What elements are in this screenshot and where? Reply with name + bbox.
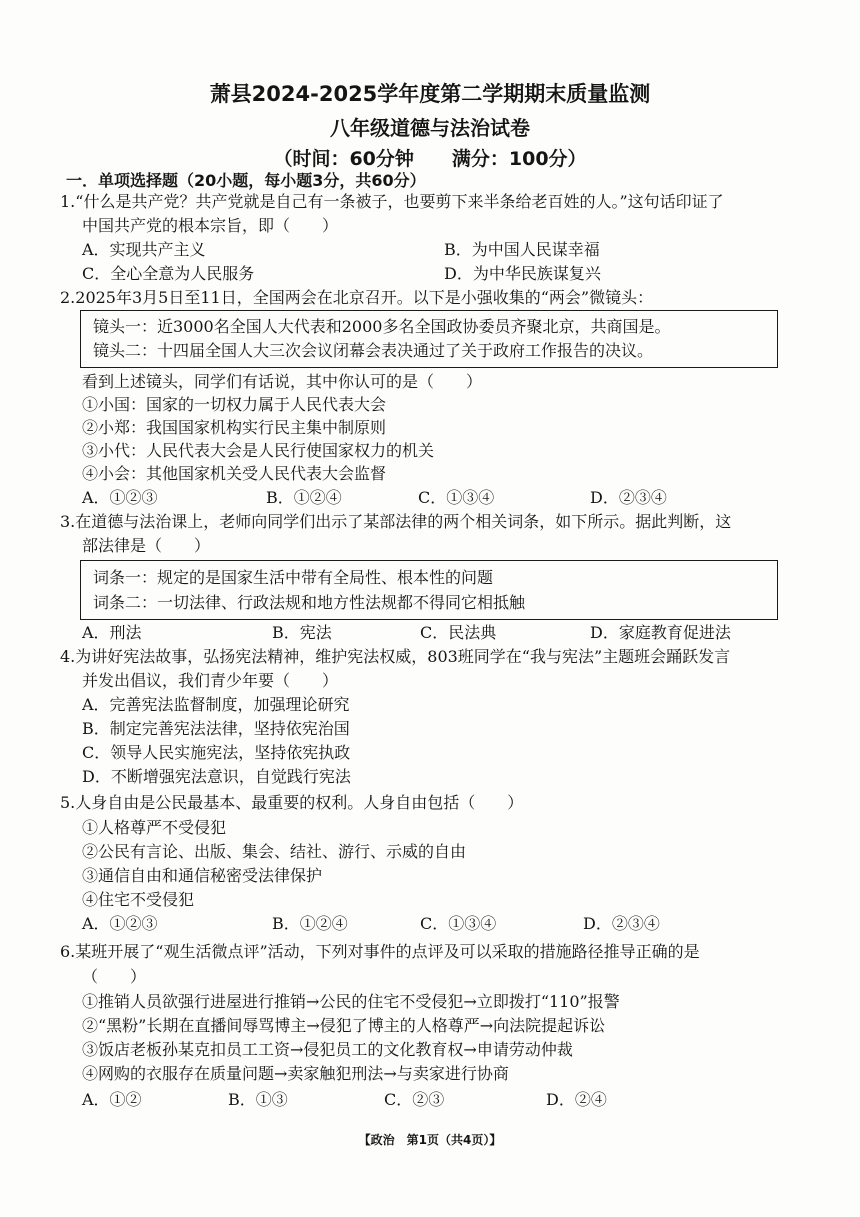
q6-item-1: ①推销人员欲强行进屋进行推销→公民的住宅不受侵犯→立即拨打“110”报警 (82, 992, 620, 1011)
exam-subtitle: 八年级道德与法治试卷 (330, 116, 530, 140)
q6-option-b: B．①③ (228, 1090, 288, 1109)
q3-option-b: B．宪法 (272, 623, 332, 642)
q4-stem-line-1: 4.为讲好宪法故事，弘扬宪法精神，维护宪法权威，803班同学在“我与宪法”主题班会踊跃发言 (60, 647, 731, 666)
section-heading: 一．单项选择题（20小题，每小题3分，共60分） (66, 171, 426, 190)
q3-stem-line-1: 3.在道德与法治课上，老师向同学们出示了某部法律的两个相关词条，如下所示。据此判断，这 (60, 512, 732, 531)
q6-option-a: A．①② (82, 1090, 142, 1109)
q1-stem-line-2: 中国共产党的根本宗旨，即（ ） (82, 216, 339, 235)
q3-option-c: C．民法典 (420, 623, 497, 642)
q1-option-a: A．实现共产主义 (82, 240, 206, 259)
q1-option-c: C．全心全意为人民服务 (82, 264, 255, 283)
q3-material-box (80, 560, 778, 620)
q2-stem-line-1: 2.2025年3月5日至11日，全国两会在北京召开。以下是小强收集的“两会”微镜头： (60, 288, 654, 307)
q6-item-2: ②“黑粉”长期在直播间辱骂博主→侵犯了博主的人格尊严→向法院提起诉讼 (82, 1016, 606, 1035)
q4-option-d: D．不断增强宪法意识，自觉践行宪法 (82, 767, 351, 786)
q4-option-c: C．领导人民实施宪法，坚持依宪执政 (82, 743, 351, 762)
exam-time-info: （时间：60分钟 满分：100分） (273, 148, 587, 170)
q3-option-d: D．家庭教育促进法 (590, 623, 731, 642)
q2-stem-line-2: 看到上述镜头，同学们有话说，其中你认可的是（ ） (82, 372, 483, 391)
q6-item-3: ③饭店老板孙某克扣员工工资→侵犯员工的文化教育权→申请劳动仲裁 (82, 1040, 573, 1059)
q1-option-d: D．为中华民族谋复兴 (444, 264, 601, 283)
page-footer: 【政治 第1页（共4页）】 (358, 1133, 502, 1147)
q2-option-d: D．②③④ (590, 488, 667, 507)
q6-option-d: D．②④ (546, 1090, 607, 1109)
q5-option-b: B．①②④ (272, 914, 348, 933)
q6-option-c: C．②③ (384, 1090, 445, 1109)
q2-material-box (80, 310, 778, 368)
q5-option-c: C．①③④ (420, 914, 497, 933)
q2-item-3: ③小代：人民代表大会是人民行使国家权力的机关 (82, 441, 435, 460)
q5-item-1: ①人格尊严不受侵犯 (82, 818, 227, 837)
q3-box-line-2: 词条二：一切法律、行政法规和地方性法规都不得同它相抵触 (93, 593, 526, 612)
q1-option-b: B．为中国人民谋幸福 (444, 240, 600, 259)
q5-item-2: ②公民有言论、出版、集会、结社、游行、示威的自由 (82, 842, 467, 861)
q3-box-line-1: 词条一：规定的是国家生活中带有全局性、根本性的问题 (93, 568, 494, 587)
q5-stem-line-1: 5.人身自由是公民最基本、最重要的权利。人身自由包括（ ） (60, 793, 524, 812)
q2-option-a: A．①②③ (82, 488, 158, 507)
q1-stem-line-1: 1.“什么是共产党？共产党就是自己有一条被子，也要剪下来半条给老百姓的人。”这句话印证了 (60, 192, 724, 211)
q2-option-c: C．①③④ (418, 488, 495, 507)
q2-item-4: ④小会：其他国家机关受人民代表大会监督 (82, 464, 387, 483)
q4-option-b: B．制定完善宪法法律，坚持依宪治国 (82, 719, 350, 738)
q2-option-b: B．①②④ (266, 488, 342, 507)
q6-item-4: ④网购的衣服存在质量问题→卖家触犯刑法→与卖家进行协商 (82, 1064, 509, 1083)
q6-stem-line-1: 6.某班开展了“观生活微点评”活动，下列对事件的点评及可以采取的措施路径推导正确的是 (60, 942, 700, 961)
q4-option-a: A．完善宪法监督制度，加强理论研究 (82, 695, 350, 714)
q2-box-line-2: 镜头二：十四届全国人大三次会议闭幕会表决通过了关于政府工作报告的决议。 (93, 341, 654, 360)
q6-stem-line-2: （ ） (82, 967, 147, 986)
q3-option-a: A．刑法 (82, 623, 142, 642)
q5-item-3: ③通信自由和通信秘密受法律保护 (82, 866, 323, 885)
q5-item-4: ④住宅不受侵犯 (82, 890, 195, 909)
exam-title: 萧县2024-2025学年度第二学期期末质量监测 (209, 82, 651, 106)
q4-stem-line-2: 并发出倡议，我们青少年要（ ） (82, 671, 339, 690)
q5-option-d: D．②③④ (583, 914, 660, 933)
q3-stem-line-2: 部法律是（ ） (82, 536, 211, 555)
q2-item-2: ②小郑：我国国家机构实行民主集中制原则 (82, 418, 387, 437)
q2-item-1: ①小国：国家的一切权力属于人民代表大会 (82, 395, 387, 414)
q2-box-line-1: 镜头一：近3000名全国人大代表和2000多名全国政协委员齐聚北京，共商国是。 (93, 317, 671, 336)
q5-option-a: A．①②③ (82, 914, 158, 933)
